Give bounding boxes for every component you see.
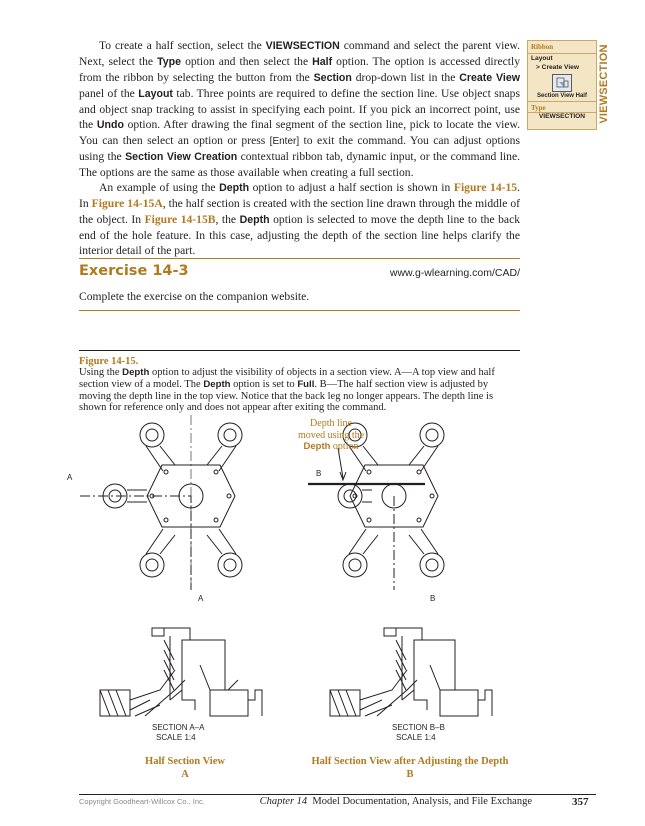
caption-a bbox=[110, 755, 260, 781]
option-name: Type bbox=[157, 56, 182, 69]
exercise-title: Exercise 14-3 bbox=[79, 263, 189, 279]
text-run: option. The option is accessed directly from the ribbon by selecting the button from the bbox=[79, 55, 520, 85]
button-caption: Section View Half bbox=[537, 93, 587, 99]
caption-a-letter: A bbox=[181, 769, 189, 780]
depth-line-note bbox=[290, 418, 372, 453]
text-run: option is set to bbox=[230, 378, 298, 390]
option-name: Depth bbox=[122, 367, 150, 378]
text-run: option. After drawing the final segment of the section line, pick to locate the view. You can then select an option or press bbox=[79, 118, 521, 148]
chapter-title: Model Documentation, Analysis, and File Exchange bbox=[307, 796, 532, 807]
command-name: VIEWSECTION bbox=[265, 40, 340, 52]
option-name: Half bbox=[312, 56, 333, 69]
caption-b-title: Half Section View after Adjusting the Depth bbox=[311, 756, 509, 767]
text-run: option to adjust the visibility of objects in a section view. A—A top view and half section view of a model. The bbox=[79, 367, 495, 390]
type-header: Type bbox=[528, 101, 596, 112]
chapter-footer bbox=[260, 796, 532, 807]
text-run: contextual ribbon tab, dynamic input, or the command line. The options are the same as those available when creating a full section. bbox=[79, 150, 520, 180]
exercise-url[interactable]: www.g-wlearning.com/CAD/ bbox=[389, 267, 520, 279]
text-run: . In bbox=[79, 181, 520, 211]
section-label-b-left: B bbox=[316, 469, 322, 478]
section-a-scale: SCALE 1:4 bbox=[156, 733, 196, 742]
text-run: command and select the parent view. Next, select the bbox=[79, 39, 520, 69]
section-label-a-bottom: A bbox=[198, 594, 204, 603]
technical-drawing bbox=[60, 410, 540, 790]
figure-rule bbox=[79, 350, 520, 351]
ui-name: Layout bbox=[138, 88, 173, 101]
top-view-a bbox=[80, 415, 242, 590]
footer-rule bbox=[79, 794, 596, 795]
figure-ref: Figure 14-15B bbox=[144, 212, 216, 226]
text-run: option is selected to move the depth line to the back end of the hole feature. In this case, adjusting the depth of the section line helps clarify the interior detail of the part. bbox=[79, 212, 521, 257]
text-run: An example of using the bbox=[99, 181, 220, 195]
text-run: , the half section is created with the section line drawn through the middle of the object. In bbox=[79, 197, 520, 226]
ui-name: Section View Creation bbox=[125, 151, 238, 164]
text-run: drop-down list in the bbox=[351, 71, 460, 85]
section-label-a-left: A bbox=[67, 473, 73, 482]
page-number: 357 bbox=[572, 796, 589, 808]
text-run: tab. Three points are required to define the section line. Use object snaps and object snap tracking to assist in specifying each point. If you pick an incorrect point, use the bbox=[79, 87, 520, 132]
body-text bbox=[79, 38, 520, 258]
exercise-top-rule bbox=[79, 258, 520, 259]
note-line: option bbox=[330, 441, 359, 452]
text-run: . B—The half section view is adjusted by moving the depth line in the top view. Notice that the back leg no longer appears. The depth line is shown for reference only and does not appear after exiting the command. bbox=[79, 378, 494, 414]
ribbon-panel-name: > Create View bbox=[536, 63, 579, 71]
ui-name: Create View bbox=[459, 72, 520, 85]
figure-label: Figure 14-15. bbox=[79, 356, 139, 367]
note-line: moved using the bbox=[297, 429, 365, 441]
figure-caption bbox=[79, 367, 519, 414]
vertical-command-text: VIEWSECTION bbox=[598, 44, 610, 124]
option-name: Full bbox=[297, 378, 315, 390]
chapter-label: Chapter 14 bbox=[259, 796, 308, 807]
figure-ref: Figure 14-15 bbox=[453, 181, 518, 195]
text-run: Using the bbox=[79, 367, 123, 378]
section-view-half-button[interactable] bbox=[552, 74, 572, 92]
command-name: VIEWSECTION bbox=[528, 112, 596, 120]
option-name: Depth bbox=[239, 213, 270, 226]
ribbon-tab-name: Layout bbox=[531, 55, 553, 62]
option-name: Depth bbox=[219, 182, 250, 195]
ribbon-sidebar bbox=[527, 40, 597, 130]
paragraph-2 bbox=[79, 180, 520, 257]
section-view-b bbox=[330, 628, 492, 716]
text-run: option and then select the bbox=[181, 55, 313, 69]
section-view-a bbox=[100, 628, 262, 716]
caption-a-title: Half Section View bbox=[145, 756, 225, 767]
section-b-title: SECTION B–B bbox=[392, 723, 445, 732]
text-run: , the bbox=[215, 212, 240, 226]
key-name: [Enter] bbox=[269, 136, 300, 148]
option-name: Undo bbox=[96, 119, 124, 132]
exercise-body: Complete the exercise on the companion website. bbox=[79, 290, 310, 303]
paragraph-1 bbox=[79, 38, 520, 180]
text-run: to exit the command. You can adjust options using the bbox=[79, 134, 520, 164]
ui-name: Section bbox=[313, 72, 352, 85]
option-name: Depth bbox=[203, 378, 231, 390]
note-line: Depth line bbox=[310, 418, 352, 429]
section-b-scale: SCALE 1:4 bbox=[396, 733, 436, 742]
text-run: option to adjust a half section is shown in bbox=[249, 181, 454, 195]
caption-b-letter: B bbox=[406, 769, 414, 780]
option-name: Depth bbox=[303, 441, 331, 452]
section-label-b-bottom: B bbox=[430, 594, 436, 603]
copyright: Copyright Goodheart-Willcox Co., Inc. bbox=[79, 797, 205, 806]
section-half-icon bbox=[553, 75, 571, 91]
section-a-title: SECTION A–A bbox=[152, 723, 205, 732]
vertical-command-label bbox=[597, 40, 611, 130]
exercise-bottom-rule bbox=[79, 310, 520, 311]
text-run: panel of the bbox=[79, 87, 139, 101]
figure-ref: Figure 14-15A bbox=[91, 197, 163, 211]
text-run: To create a half section, select the bbox=[99, 39, 266, 52]
caption-b bbox=[290, 755, 530, 781]
ribbon-header: Ribbon bbox=[528, 41, 596, 54]
